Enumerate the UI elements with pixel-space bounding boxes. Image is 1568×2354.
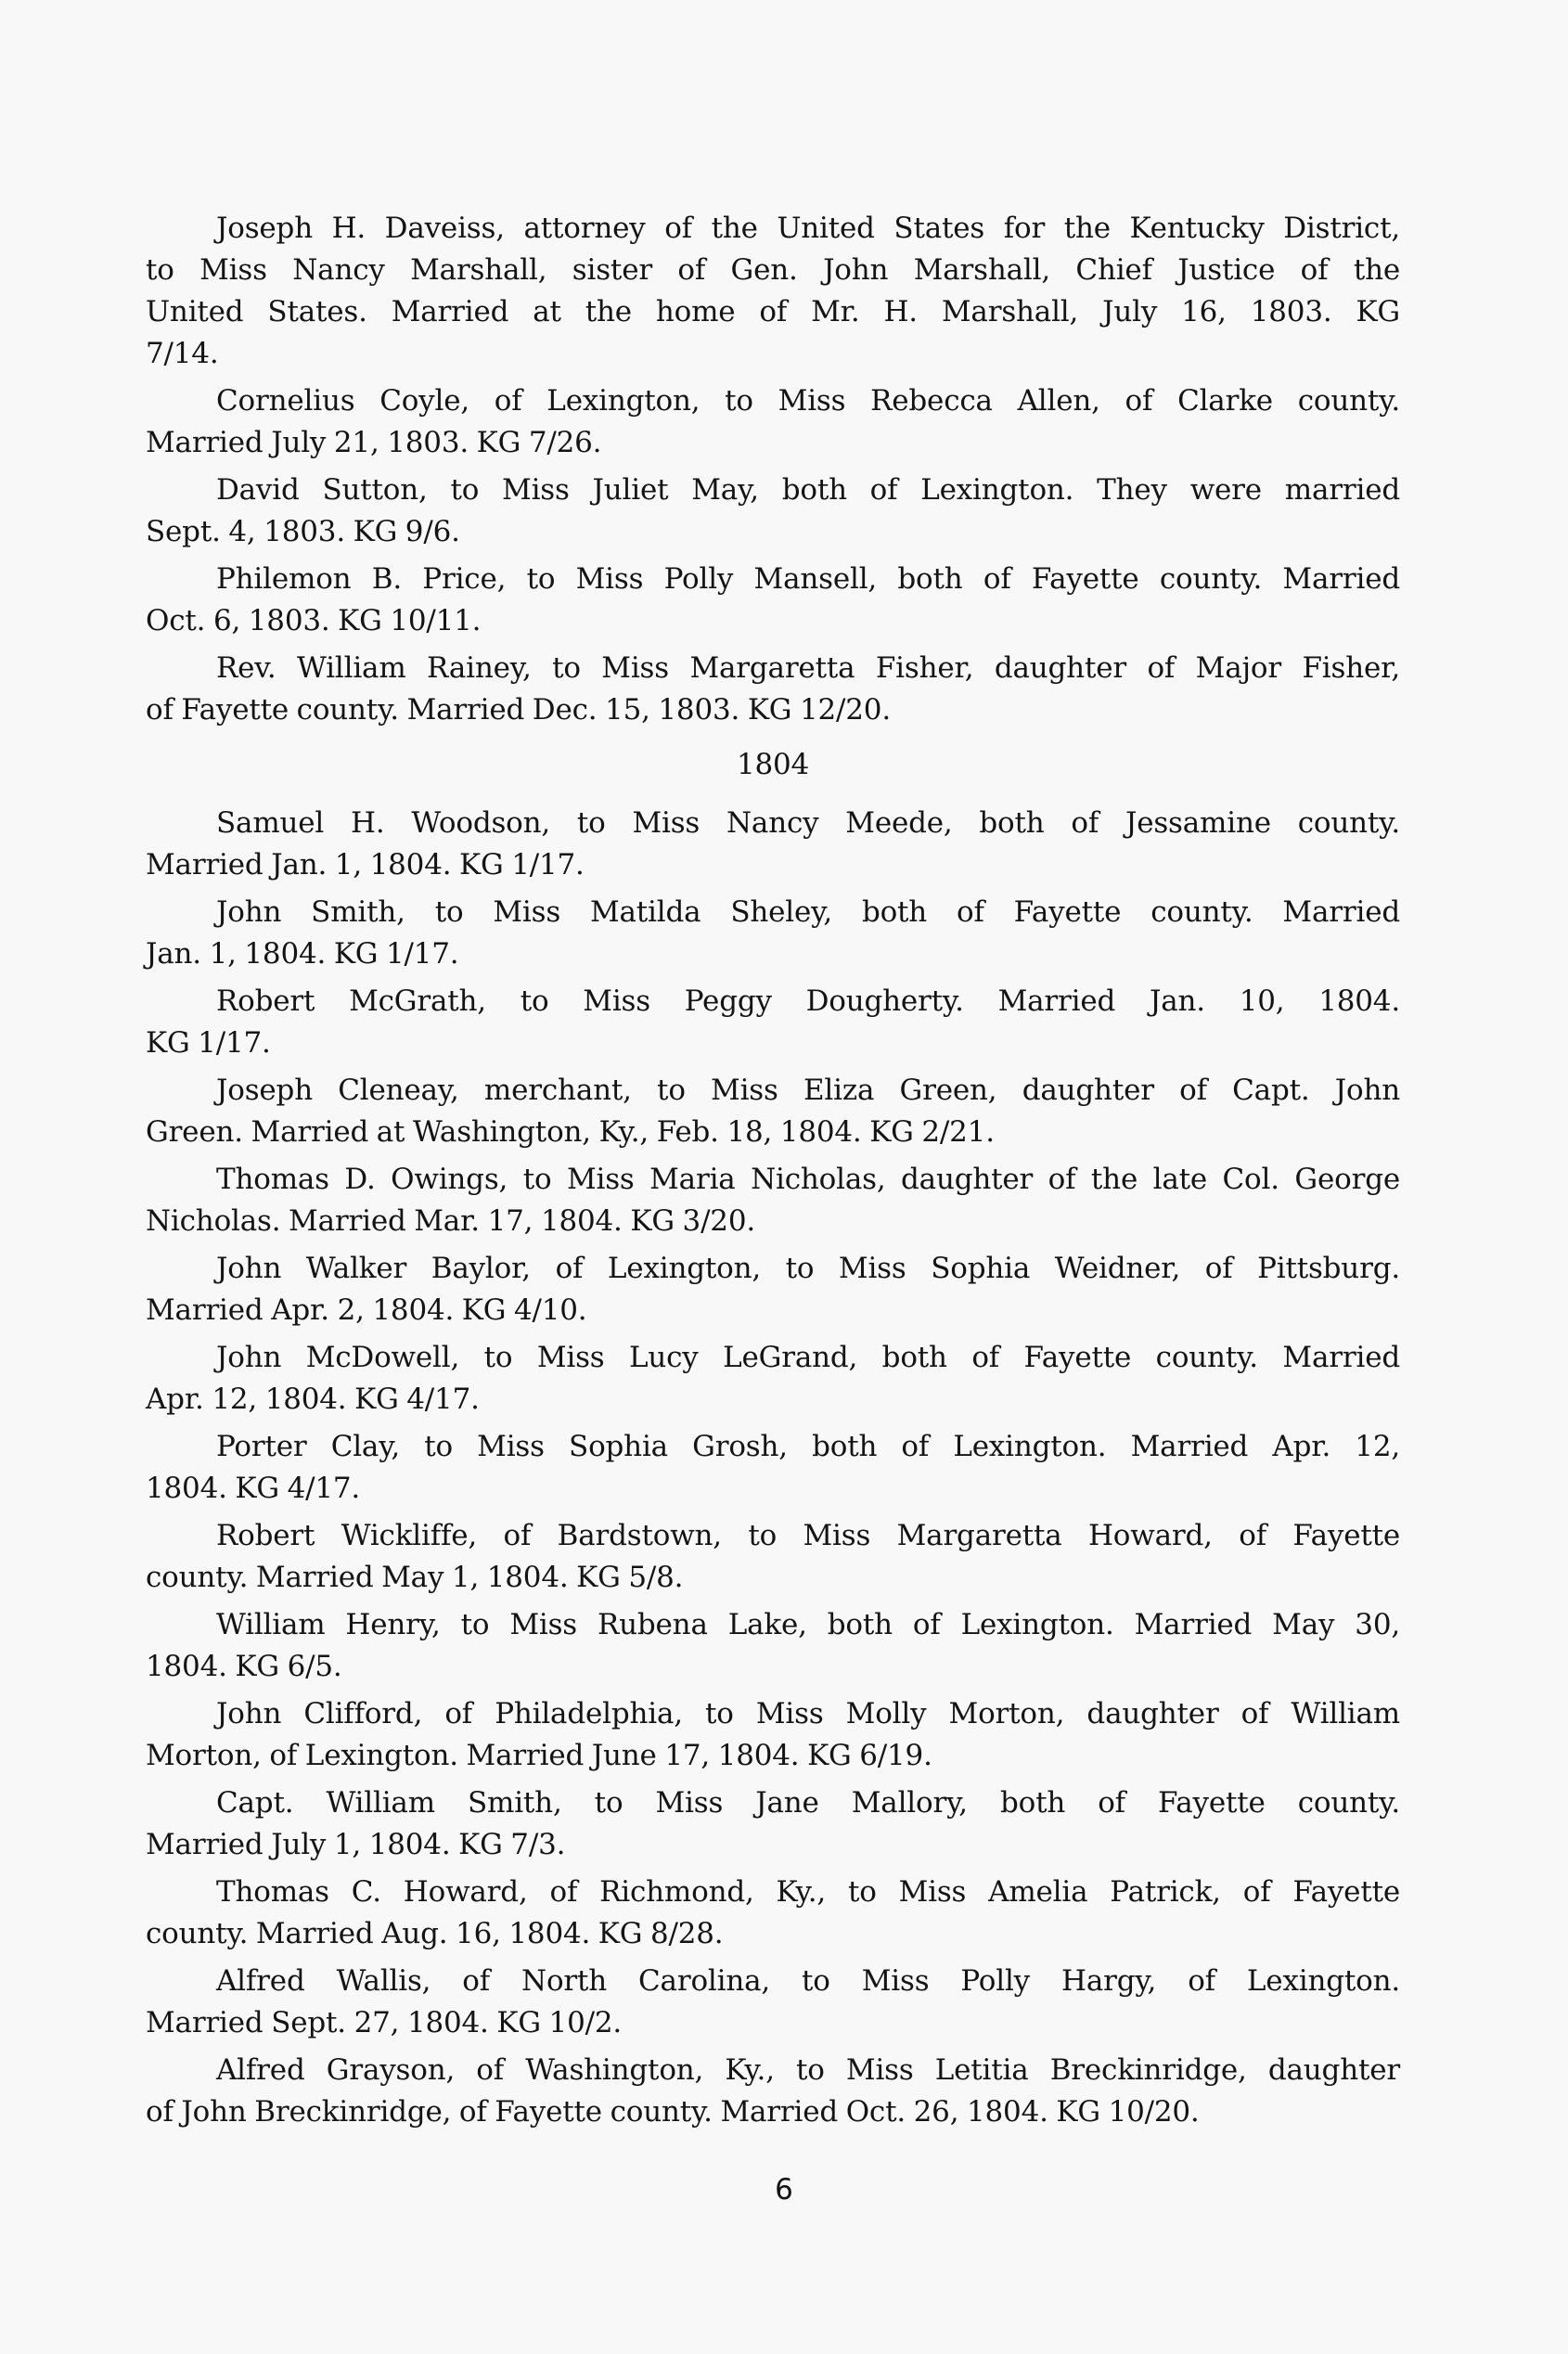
entry-line: to Miss Nancy Marshall, sister of Gen. John Marshall, Chief Justice of the <box>146 253 1400 287</box>
marriage-entry <box>146 892 1400 975</box>
marriage-entry <box>146 1515 1400 1599</box>
entry-line: county. Married May 1, 1804. KG 5/8. <box>146 1561 684 1594</box>
marriage-entry <box>146 208 1400 375</box>
entry-line: 1804. KG 6/5. <box>146 1650 342 1683</box>
entries-1803 <box>146 208 1400 731</box>
entry-line: Joseph Cleneay, merchant, to Miss Eliza Green, daughter of Capt. John <box>216 1074 1400 1107</box>
year-heading: 1804 <box>736 748 810 781</box>
entry-line: Capt. William Smith, to Miss Jane Mallory, both of Fayette county. <box>216 1786 1400 1820</box>
entry-line: Joseph H. Daveiss, attorney of the United States for the Kentucky District, <box>216 212 1400 245</box>
entry-line: Married Jan. 1, 1804. KG 1/17. <box>146 848 585 881</box>
entry-line: KG 1/17. <box>146 1026 271 1060</box>
entry-line: Philemon B. Price, to Miss Polly Mansell, both of Fayette county. Married <box>216 562 1400 596</box>
page-number: 6 <box>775 2173 793 2206</box>
entry-line: Thomas D. Owings, to Miss Maria Nicholas, daughter of the late Col. George <box>216 1163 1400 1196</box>
entry-line: Morton, of Lexington. Married June 17, 1804. KG 6/19. <box>146 1739 932 1772</box>
marriage-entry <box>146 1248 1400 1331</box>
marriage-entry <box>146 559 1400 642</box>
entry-line: Green. Married at Washington, Ky., Feb. 18, 1804. KG 2/21. <box>146 1115 995 1149</box>
entry-line: Robert McGrath, to Miss Peggy Dougherty. Married Jan. 10, 1804. <box>216 984 1400 1018</box>
entry-line: Jan. 1, 1804. KG 1/17. <box>146 937 459 971</box>
entry-line: Alfred Wallis, of North Carolina, to Miss Polly Hargy, of Lexington. <box>216 1964 1400 1998</box>
marriage-entry <box>146 1070 1400 1153</box>
entry-line: Porter Clay, to Miss Sophia Grosh, both of Lexington. Married Apr. 12, <box>216 1430 1400 1463</box>
entries-1804 <box>146 803 1400 2133</box>
entry-line: John Walker Baylor, of Lexington, to Miss Sophia Weidner, of Pittsburg. <box>216 1252 1400 1285</box>
entry-line: Thomas C. Howard, of Richmond, Ky., to Miss Amelia Patrick, of Fayette <box>216 1875 1400 1909</box>
marriage-entry <box>146 470 1400 553</box>
entry-line: Oct. 6, 1803. KG 10/11. <box>146 604 482 637</box>
entry-line: of Fayette county. Married Dec. 15, 1803. KG 12/20. <box>146 693 891 727</box>
marriage-entry <box>146 1337 1400 1421</box>
entry-line: 1804. KG 4/17. <box>146 1472 361 1505</box>
marriage-entry <box>146 803 1400 886</box>
entry-line: Robert Wickliffe, of Bardstown, to Miss Margaretta Howard, of Fayette <box>216 1519 1400 1552</box>
entry-line: Cornelius Coyle, of Lexington, to Miss Rebecca Allen, of Clarke county. <box>216 384 1400 418</box>
entry-line: Samuel H. Woodson, to Miss Nancy Meede, both of Jessamine county. <box>216 806 1400 840</box>
marriage-entry <box>146 1961 1400 2044</box>
marriage-entry <box>146 981 1400 1064</box>
entry-line: David Sutton, to Miss Juliet May, both of Lexington. They were married <box>216 473 1400 507</box>
marriage-entry <box>146 1604 1400 1688</box>
entry-line: John Clifford, of Philadelphia, to Miss Molly Morton, daughter of William <box>216 1697 1400 1730</box>
marriage-entry <box>146 2050 1400 2133</box>
marriage-entry <box>146 380 1400 464</box>
entry-line: of John Breckinridge, of Fayette county. Married Oct. 26, 1804. KG 10/20. <box>146 2095 1200 2129</box>
marriage-entry <box>146 1426 1400 1510</box>
entry-line: William Henry, to Miss Rubena Lake, both of Lexington. Married May 30, <box>216 1608 1400 1641</box>
entry-line: 7/14. <box>146 337 219 370</box>
marriage-entry <box>146 1159 1400 1242</box>
entry-line: Apr. 12, 1804. KG 4/17. <box>146 1383 480 1416</box>
entry-line: Married Sept. 27, 1804. KG 10/2. <box>146 2006 623 2039</box>
marriage-entry <box>146 648 1400 731</box>
marriage-entry <box>146 1693 1400 1777</box>
entry-line: Married July 1, 1804. KG 7/3. <box>146 1828 566 1861</box>
document-page-body <box>146 208 1400 2139</box>
entry-line: John McDowell, to Miss Lucy LeGrand, both of Fayette county. Married <box>216 1341 1400 1374</box>
entry-line: Sept. 4, 1803. KG 9/6. <box>146 515 460 548</box>
entry-line: John Smith, to Miss Matilda Sheley, both of Fayette county. Married <box>216 895 1400 929</box>
entry-line: county. Married Aug. 16, 1804. KG 8/28. <box>146 1917 724 1950</box>
entry-line: Married July 21, 1803. KG 7/26. <box>146 426 602 459</box>
entry-line: Alfred Grayson, of Washington, Ky., to Miss Letitia Breckinridge, daughter <box>216 2053 1400 2087</box>
entry-line: Rev. William Rainey, to Miss Margaretta Fisher, daughter of Major Fisher, <box>216 651 1400 685</box>
entry-line: Nicholas. Married Mar. 17, 1804. KG 3/20. <box>146 1204 756 1238</box>
entry-line: United States. Married at the home of Mr. H. Marshall, July 16, 1803. KG <box>146 295 1400 328</box>
marriage-entry <box>146 1782 1400 1866</box>
marriage-entry <box>146 1872 1400 1955</box>
entry-line: Married Apr. 2, 1804. KG 4/10. <box>146 1293 587 1327</box>
